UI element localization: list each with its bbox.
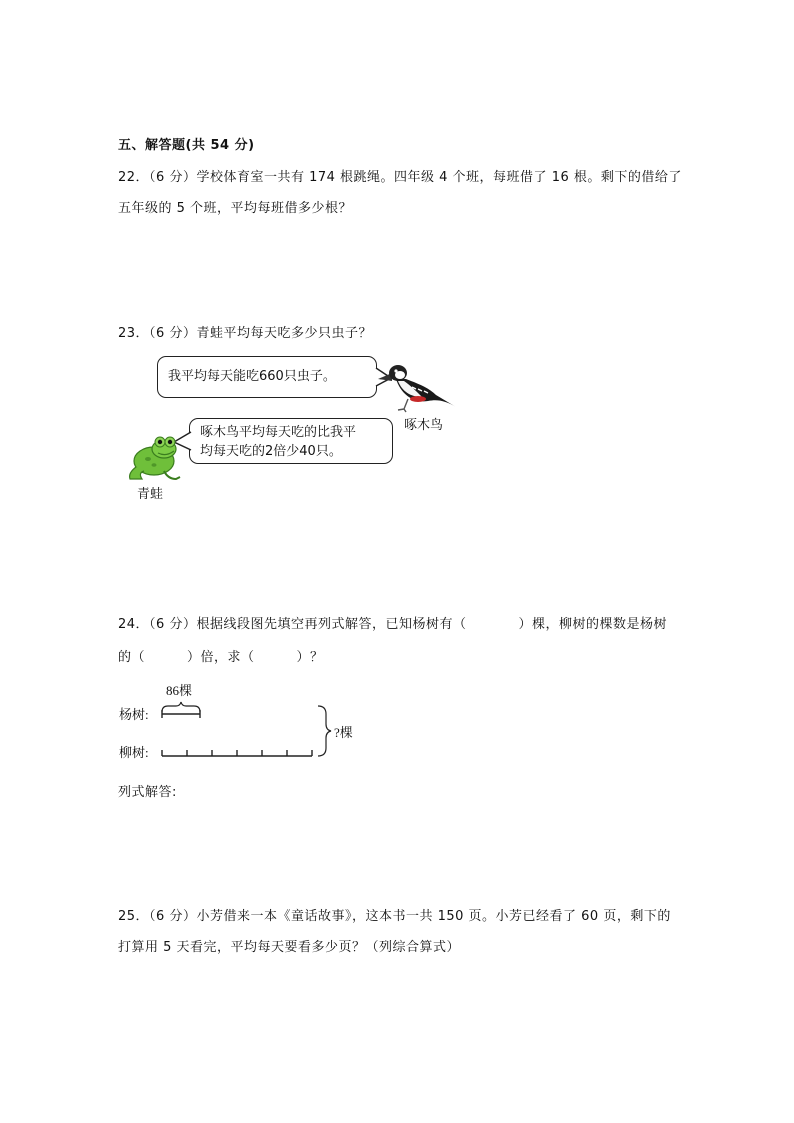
q25-line-2: 打算用 5 天看完，平均每天要看多少页？（列综合算式） (118, 940, 461, 955)
frog-label: 青蛙 (137, 487, 164, 502)
q23-prompt: 23．（6 分）青蛙平均每天吃多少只虫子？ (118, 326, 372, 341)
section-title: 五、解答题(共 54 分) (118, 138, 255, 153)
q24-line-1 (118, 613, 667, 632)
q22-line-2: 五年级的 5 个班，平均每班借多少根？ (118, 201, 353, 216)
frog-speech-line-1: 啄木鸟平均每天吃的比我平 (200, 425, 357, 440)
diagram-willow-label: 柳树: (119, 745, 149, 760)
q22-line-1: 22．（6 分）学校体育室一共有 174 根跳绳。四年级 4 个班，每班借了 16 根。剩下的借给了 (118, 170, 682, 185)
diagram-total-label: ?棵 (334, 725, 353, 740)
q24-line-2-part-b: ）倍，求（ (187, 650, 255, 665)
frog-speech-bubble (189, 418, 393, 464)
willow-segment (162, 750, 312, 756)
poplar-top-brace (162, 702, 200, 712)
woodpecker-speech-text: 我平均每天能吃660只虫子。 (168, 369, 336, 384)
q24-line-2-part-c: ）？ (296, 650, 324, 665)
q24-answer-label: 列式解答: (118, 785, 177, 800)
q24-line-1-part-a: 24．（6 分）根据线段图先填空再列式解答，已知杨树有（ (118, 617, 467, 632)
diagram-poplar-label: 杨树: (119, 707, 149, 722)
q24-line-2 (118, 646, 324, 665)
woodpecker-illustration (376, 357, 456, 412)
woodpecker-label: 啄木鸟 (404, 418, 444, 433)
q25-line-1: 25．（6 分）小芳借来一本《童话故事》，这本书一共 150 页。小芳已经看了 60 页，剩下的 (118, 909, 671, 924)
frog-illustration (124, 433, 184, 483)
woodpecker-speech-bubble (157, 356, 377, 398)
line-segment-diagram (150, 690, 350, 770)
frog-speech-line-2: 均每天吃的2倍少40只。 (200, 444, 342, 459)
diagram-top-label: 86棵 (166, 683, 193, 698)
q24-line-2-part-a: 的（ (118, 650, 146, 665)
q24-line-1-part-b: ）棵，柳树的棵数是杨树 (518, 617, 667, 632)
total-right-brace (318, 706, 331, 756)
